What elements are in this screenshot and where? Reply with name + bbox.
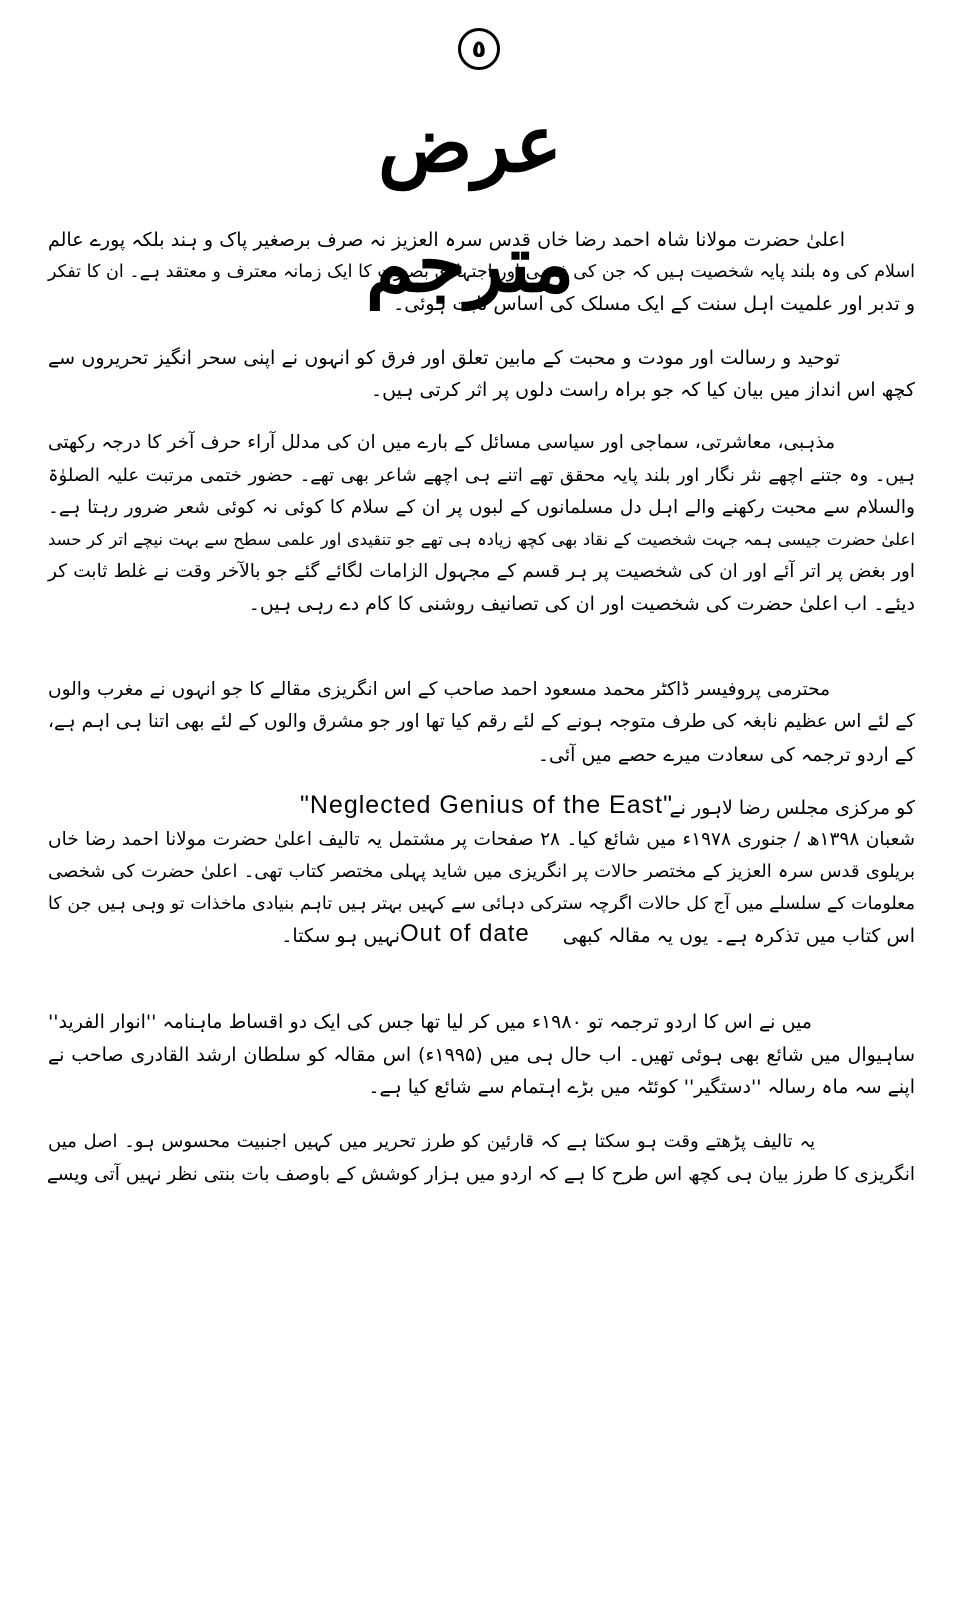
text-line: ہیں۔ وہ جتنے اچھے نثر نگار اور بلند پایہ محقق تھے اتنے ہی اچھے شاعر بھی تھے۔ حضور ختمی مرتبت علیہ الصلوٰۃ (48, 465, 915, 486)
text-line: و تدبر اور علمیت اہل سنت کے ایک مسلک کی اساس ثابت ہوئی۔ (393, 293, 915, 315)
english-title: "Neglected Genius of the East" (300, 791, 673, 819)
text-line: کو مرکزی مجلس رضا لاہور نے (669, 797, 915, 819)
text-line: انگریزی کا طرز بیان ہی کچھ اس طرح کا ہے کہ اردو میں ہزار کوشش کے باوصف بات بنتی نظر نہیں آتی ویسے (46, 1164, 915, 1185)
text-line: میں نے اس کا اردو ترجمہ تو ۱۹۸۰ء میں کر لیا تھا جس کی ایک دو اقساط ماہنامہ ''انوار الفرید'' (48, 1011, 812, 1033)
text-line: شعبان ۱۳۹۸ھ / جنوری ۱۹۷۸ء میں شائع کیا۔ ۲۸ صفحات پر مشتمل یہ تالیف اعلیٰ حضرت مولانا احمد رضا خاں (48, 829, 915, 850)
text-line: اس کتاب میں تذکرہ ہے۔ یوں یہ مقالہ کبھی (562, 925, 915, 947)
text-line: بریلوی قدس سرہ العزیز کے مختصر حالات پر انگریزی میں شاید پہلی مختصر کتاب تھی۔ اعلیٰ حضرت کی شخصی (48, 861, 915, 882)
text-line: کے لئے اس عظیم نابغہ کی طرف متوجہ ہونے کے لئے رقم کیا تھا اور جو مشرق والوں کے لئے بھی اتنا ہی اہم ہے، (48, 711, 915, 732)
text-line: والسلام سے محبت رکھنے والے اہل دل مسلمانوں کے لبوں پر ان کے سلام کا کوئی نہ کوئی شعر ضرور رہتا ہے۔ (48, 497, 915, 518)
text-line: اعلیٰ حضرت مولانا شاہ احمد رضا خاں قدس سرہ العزیز نہ صرف برصغیر پاک و ہند بلکہ پورے عالم (48, 229, 845, 251)
text-line: معلومات کے سلسلے میں آج کل حالات اگرچہ سترکی دہائی سے کہیں بہتر ہیں تاہم بنیادی ماخذات تو وہی ہیں جن کا (48, 894, 915, 914)
text-line: دیئے۔ اب اعلیٰ حضرت کی شخصیت اور ان کی تصانیف روشنی کا کام دے رہی ہیں۔ (248, 593, 915, 615)
text-line: ساہیوال میں شائع بھی ہوئی تھیں۔ اب حال ہی میں (۱۹۹۵ء) اس مقالہ کو سلطان ارشد القادری صاحب نے (48, 1044, 915, 1066)
text-line: نہیں ہو سکتا۔ (281, 925, 400, 947)
page-title: عرض مترجم (365, 99, 575, 310)
text-line: اسلام کی وہ بلند پایہ شخصیت ہیں کہ جن کی فقہی اور اجتہادی بصیرت کا ایک زمانہ معترف و معتقد ہے۔ ان کا تفکر (48, 262, 915, 282)
text-line: اور بغض پر اتر آئے اور ان کی شخصیت پر ہر قسم کے مجہول الزامات لگائے گئے جو بالآخر وقت نے غلط ثابت کر (48, 561, 915, 582)
text-line: اپنے سہ ماہ رسالہ ''دستگیر'' کوئٹہ میں بڑے اہتمام سے شائع کیا ہے۔ (368, 1076, 915, 1098)
text-line: یہ تالیف پڑھتے وقت ہو سکتا ہے کہ قارئین کو طرز تحریر میں کہیں اجنبیت محسوس ہو۔ اصل میں (48, 1131, 815, 1152)
text-line: اعلیٰ حضرت جیسی ہمہ جہت شخصیت کے نقاد بھی کچھ زیادہ ہی تھے جو تنقیدی اور علمی سطح سے بہت نیچے اتر کر حسد (48, 530, 915, 549)
text-line: مذہبی، معاشرتی، سماجی اور سیاسی مسائل کے بارے میں ان کی مدلل آراء حرف آخر کا درجہ رکھتی (48, 432, 835, 453)
english-phrase: Out of date (400, 920, 530, 947)
text-line: توحید و رسالت اور مودت و محبت کے مابین تعلق اور فرق کو انہوں نے اپنی سحر انگیز تحریروں سے (48, 347, 840, 369)
text-line: کے اردو ترجمہ کی سعادت میرے حصے میں آئی۔ (537, 744, 915, 766)
text-line: محترمی پروفیسر ڈاکٹر محمد مسعود احمد صاحب کے اس انگریزی مقالے کا جو انہوں نے مغرب والوں (48, 679, 830, 700)
text-line: کچھ اس انداز میں بیان کیا کہ جو براہ راست دلوں پر اثر کرتی ہیں۔ (371, 379, 915, 401)
page-number: ٥ (458, 28, 500, 70)
